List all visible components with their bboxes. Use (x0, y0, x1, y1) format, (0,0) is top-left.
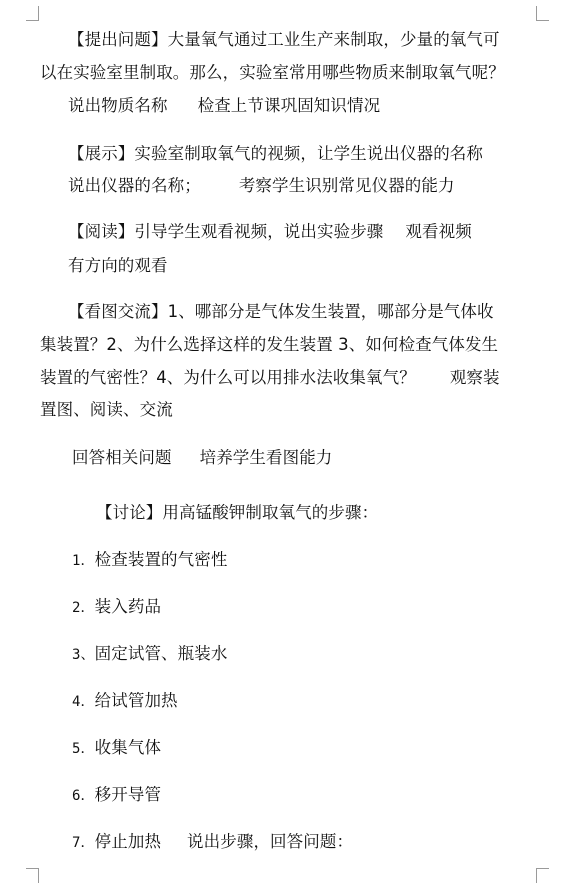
design-intent-text: 检查上节课巩固知识情况 (197, 96, 381, 115)
step-text: 移开导管 (94, 785, 162, 804)
step-item (72, 597, 161, 618)
step-text: 检查装置的气密性 (94, 550, 228, 569)
step-number: 6． (72, 788, 95, 804)
step-number: 7． (72, 835, 95, 851)
student-activity-text: 观察装 (449, 368, 500, 387)
display-line-2 (68, 176, 455, 196)
design-intent-text: 培养学生看图能力 (199, 448, 333, 467)
steps-heading: 【讨论】用高锰酸钾制取氧气的步骤： (96, 503, 379, 522)
step-number: 1． (72, 553, 95, 569)
reading-line-1 (68, 222, 472, 242)
step-item (72, 550, 227, 571)
step-text: 停止加热 (94, 832, 162, 851)
student-activity-text: 回答相关问题 (72, 448, 172, 467)
student-activity-text: 说出仪器的名称； (68, 176, 201, 195)
step-item (72, 785, 161, 806)
display-line-1: 【展示】实验室制取氧气的视频，让学生说出仪器的名称 (68, 144, 483, 163)
student-activity-text: 说出步骤，回答问题： (187, 832, 354, 851)
reading-line-2: 有方向的观看 (68, 256, 168, 275)
student-activity-text: 说出物质名称 (68, 96, 168, 115)
question-line-2: 以在实验室里制取。那么，实验室常用哪些物质来制取氧气呢？ (40, 63, 505, 82)
crop-mark-top-right (536, 6, 549, 21)
crop-mark-top-left (26, 6, 39, 21)
discussion-line-3 (40, 368, 500, 388)
teacher-activity-text: 【阅读】引导学生观看视频，说出实验步骤 (68, 222, 384, 241)
design-intent-text: 考察学生识别常见仪器的能力 (238, 176, 455, 195)
step-item (72, 832, 353, 853)
discussion-line-2: 集装置？2、为什么选择这样的发生装置 3、如何检查气体发生 (40, 335, 499, 354)
step-item (72, 738, 161, 759)
crop-mark-bottom-left (26, 868, 39, 883)
step-item (72, 691, 178, 712)
student-activity-text: 观看视频 (405, 222, 472, 241)
step-text: 给试管加热 (94, 691, 178, 710)
step-item (72, 644, 227, 665)
crop-mark-bottom-right (536, 868, 549, 883)
question-line-3 (68, 96, 380, 116)
answer-line (72, 448, 332, 468)
step-text: 收集气体 (94, 738, 162, 757)
step-number: 2． (72, 600, 95, 616)
discussion-line-4: 置图、阅读、交流 (40, 400, 173, 419)
step-text: 装入药品 (94, 597, 162, 616)
discussion-line-1: 【看图交流】1、哪部分是气体发生装置，哪部分是气体收 (68, 302, 494, 321)
question-text: 装置的气密性？4、为什么可以用排水法收集氧气？ (40, 368, 416, 387)
question-line-1: 【提出问题】大量氧气通过工业生产来制取，少量的氧气可 (68, 30, 500, 49)
step-number: 3、 (72, 647, 95, 663)
step-number: 4． (72, 694, 95, 710)
step-text: 固定试管、瓶装水 (94, 644, 228, 663)
step-number: 5． (72, 741, 95, 757)
